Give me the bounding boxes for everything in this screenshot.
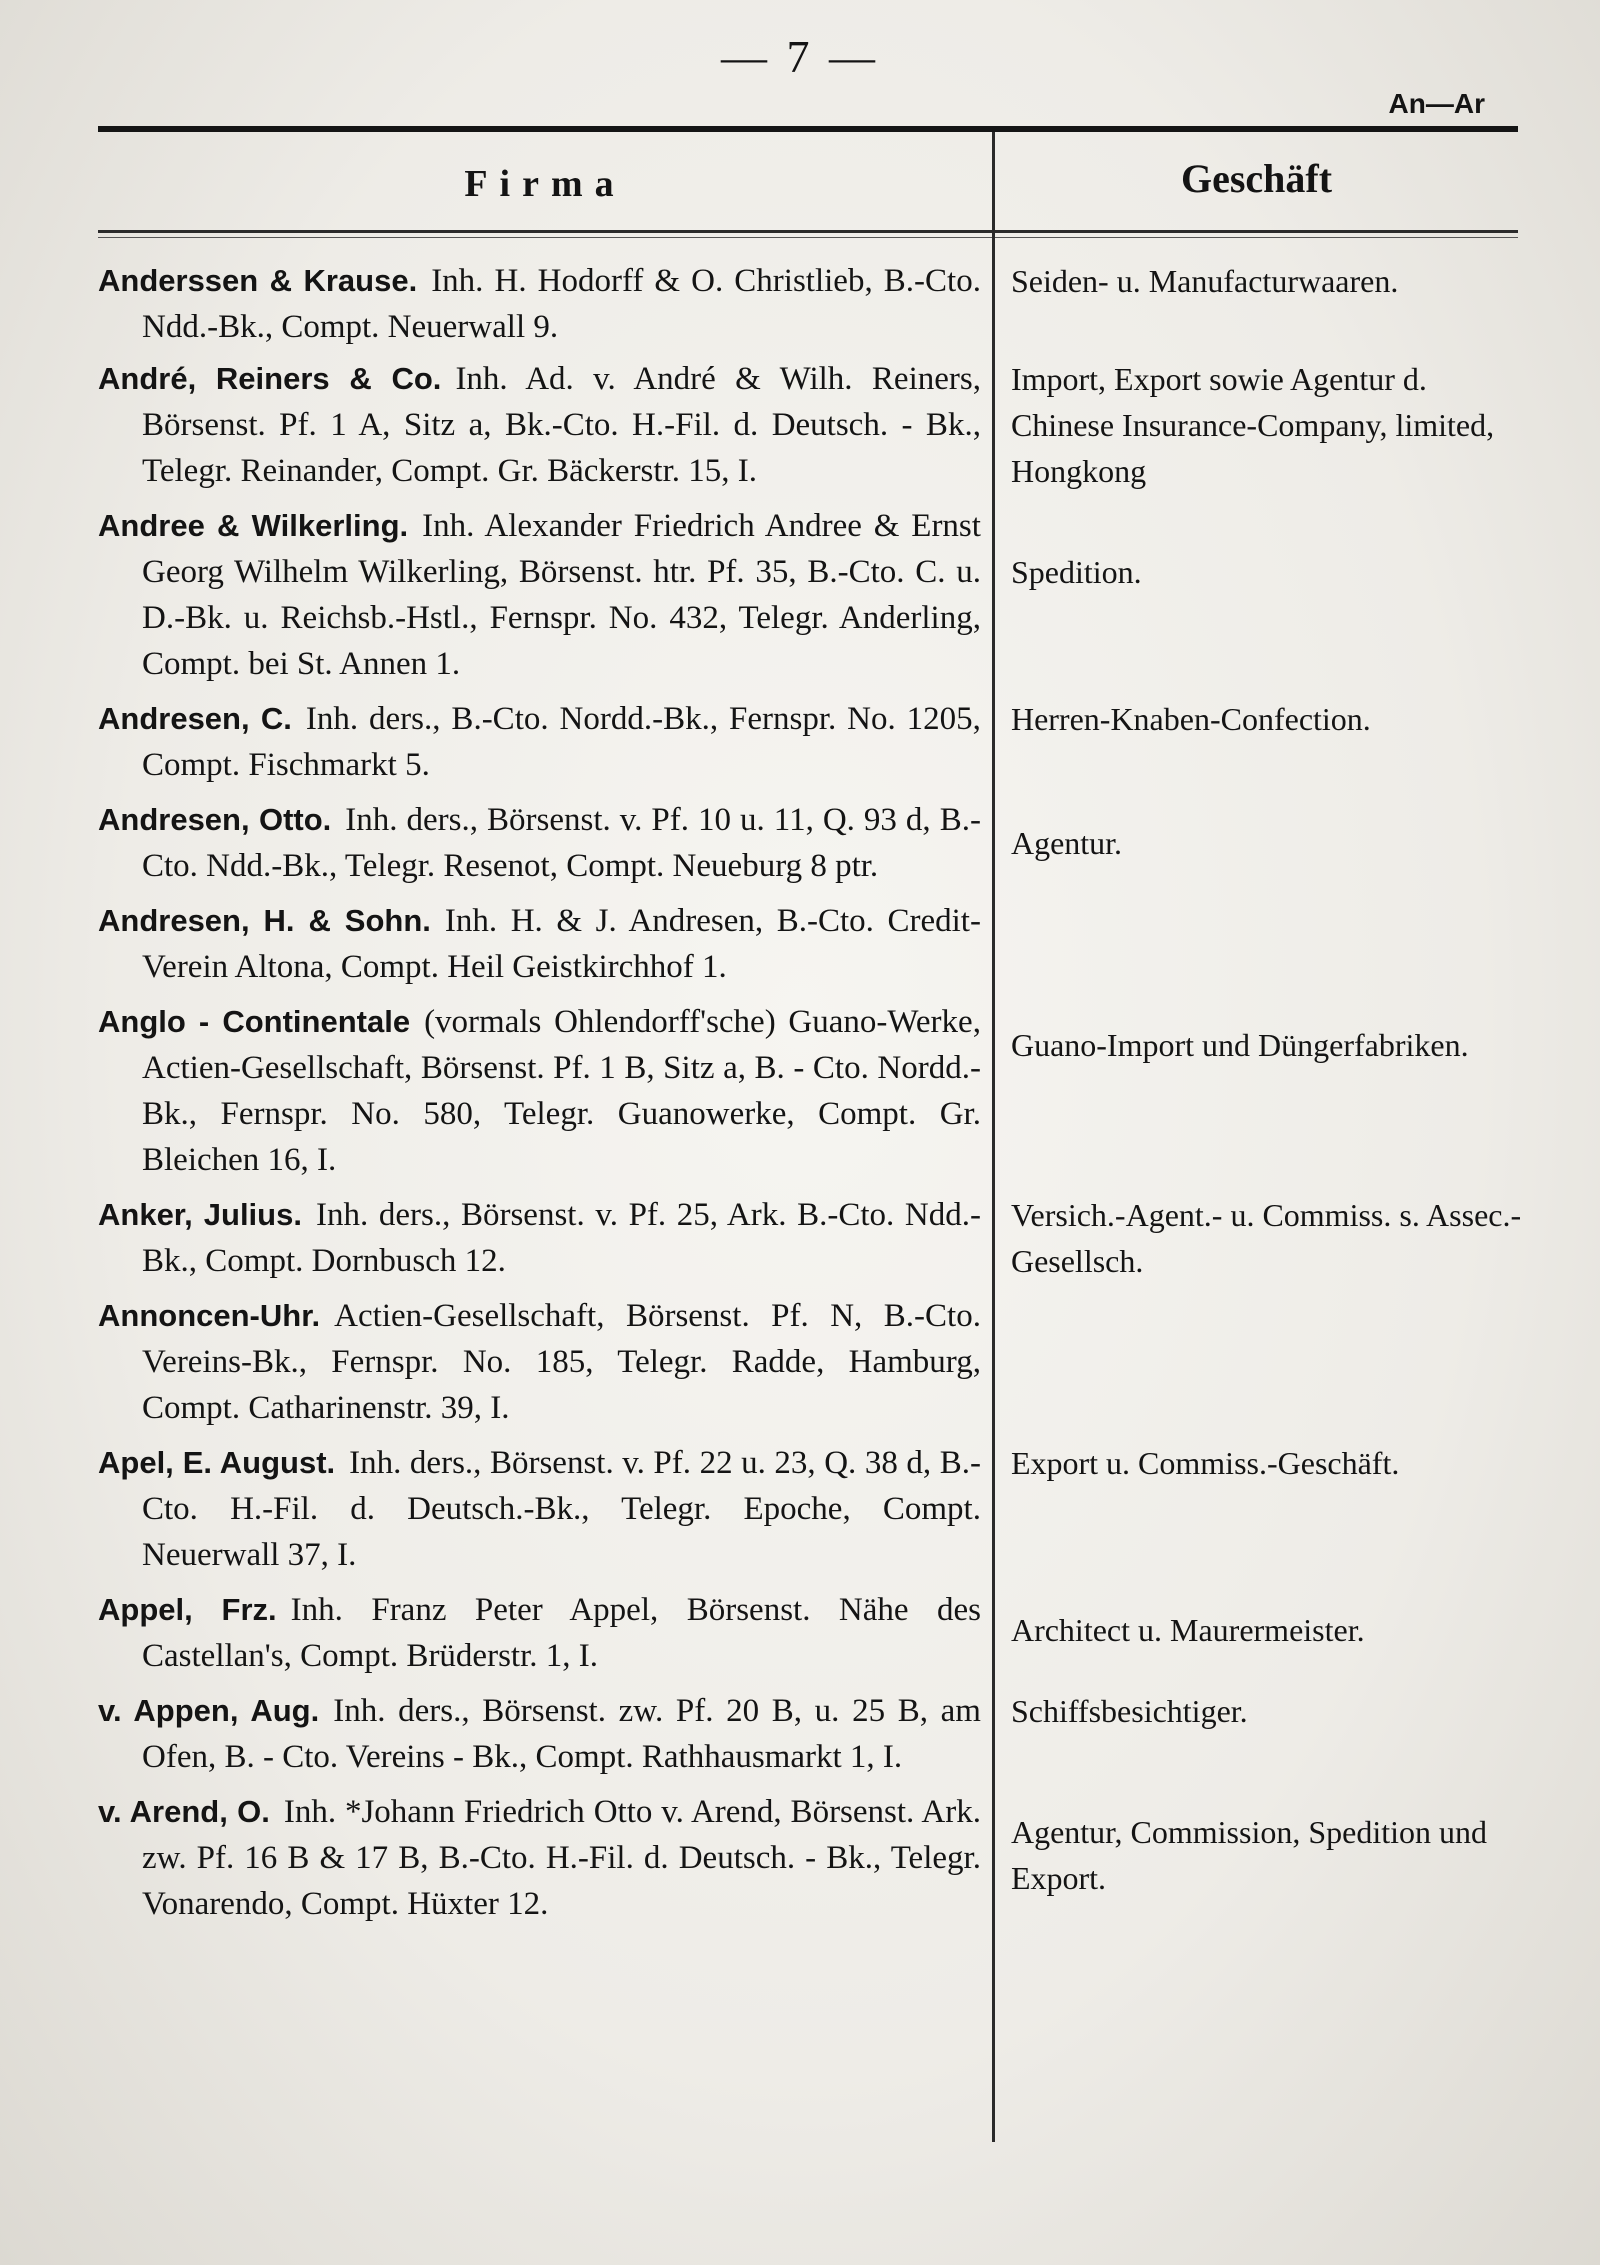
firma-cell (98, 503, 981, 687)
firm-name: Andresen, H. & Sohn. (98, 903, 431, 938)
business-cell: Import, Export sowie Agentur d. Chinese Insurance-Company, limited, Hongkong (1010, 361, 1495, 489)
business-cell (1011, 1293, 1528, 1431)
firm-details: Inh. H. Hodorff & O. Christlieb, B.-Cto. Ndd.-Bk., Compt. Neuerwall 9. (142, 263, 981, 345)
business-cell: Agentur. (1010, 825, 1123, 861)
list-item (98, 1789, 1528, 1927)
firm-name: Anderssen & Krause. (98, 263, 418, 298)
business-cell (1011, 898, 1528, 990)
list-item (98, 797, 1528, 889)
firma-cell (98, 258, 981, 350)
firm-details: Inh. Ad. v. André & Wilh. Reiners, Börsenst. Pf. 1 A, Sitz a, Bk.-Cto. H.-Fil. d. Deutsch. - Bk., Telegr. Reinander, Compt. Gr. Bäckerstr. 15, I. (142, 361, 981, 489)
list-item (98, 999, 1528, 1183)
firma-cell (98, 1587, 981, 1679)
firm-name: Andresen, Otto. (98, 802, 332, 837)
page-number: — 7 — (721, 31, 879, 82)
firma-cell (98, 1440, 981, 1578)
firm-name: Appel, Frz. (98, 1592, 277, 1627)
firm-details: Inh. ders., Börsenst. v. Pf. 25, Ark. B.-Cto. Ndd.-Bk., Compt. Dornbusch 12. (142, 1197, 981, 1279)
firm-name: André, Reiners & Co. (98, 361, 442, 396)
business-cell: Spedition. (1010, 554, 1142, 590)
firma-cell (98, 797, 981, 889)
business-cell: Export u. Commiss.-Geschäft. (1010, 1445, 1400, 1481)
firm-name: Andresen, C. (98, 701, 292, 736)
firm-details: (vormals Ohlendorff'sche) Guano-Werke, Actien-Gesellschaft, Börsenst. Pf. 1 B, Sitz a, B. - Cto. Nordd.-Bk., Fernspr. No. 580, Telegr. Guanowerke, Compt. Gr. Bleichen 16, I. (142, 1004, 981, 1178)
firm-details: Inh. *Johann Friedrich Otto v. Arend, Börsenst. Ark. zw. Pf. 16 B & 17 B, B.-Cto. H.-Fil. d. Deutsch. - Bk., Telegr. Vonarendo, Compt. Hüxter 12. (142, 1794, 981, 1922)
column-heading-geschaeft: Geschäft (1180, 156, 1333, 201)
list-item (98, 258, 1528, 350)
firm-name: v. Arend, O. (98, 1794, 270, 1829)
firm-details: Inh. Franz Peter Appel, Börsenst. Nähe des Castellan's, Compt. Brüderstr. 1, I. (142, 1592, 981, 1674)
header-rule (98, 230, 1518, 233)
list-item (98, 1440, 1528, 1578)
firm-name: Anker, Julius. (98, 1197, 302, 1232)
firma-cell (98, 696, 981, 788)
list-item (98, 356, 1528, 494)
firm-details: Actien-Gesellschaft, Börsenst. Pf. N, B.-Cto. Vereins-Bk., Fernspr. No. 185, Telegr. Radde, Hamburg, Compt. Catharinenstr. 39, I. (142, 1298, 981, 1426)
business-cell: Guano-Import und Düngerfabriken. (1010, 1027, 1469, 1063)
firm-details: Inh. H. & J. Andresen, B.-Cto. Credit-Verein Altona, Compt. Heil Geistkirchhof 1. (142, 903, 981, 985)
firma-cell (98, 1192, 981, 1284)
firm-details: Inh. ders., Börsenst. v. Pf. 10 u. 11, Q. 93 d, B.-Cto. Ndd.-Bk., Telegr. Resenot, Compt. Neueburg 8 ptr. (142, 802, 981, 884)
firm-name: v. Appen, Aug. (98, 1693, 320, 1728)
firma-cell (98, 1789, 981, 1927)
firm-details: Inh. Alexander Friedrich Andree & Ernst Georg Wilhelm Wilkerling, Börsenst. htr. Pf. 35, B.-Cto. C. u. D.-Bk. u. Reichsb.-Hstl., Fernspr. No. 432, Telegr. Anderling, Compt. bei St. Annen 1. (142, 508, 981, 682)
firma-cell (98, 898, 981, 990)
business-cell: Herren-Knaben-Confection. (1010, 701, 1371, 737)
business-cell: Agentur, Commission, Spedition und Export. (1010, 1814, 1488, 1896)
column-heading-firma: Firma (464, 163, 626, 205)
business-cell: Schiffsbesichtiger. (1010, 1693, 1248, 1729)
list-item (98, 1293, 1528, 1431)
top-rule (98, 126, 1518, 132)
list-item (98, 1192, 1528, 1284)
header-rule-thin (98, 237, 1518, 238)
firma-cell (98, 356, 981, 494)
business-cell: Seiden- u. Manufacturwaaren. (1010, 263, 1399, 299)
page-range-heading: An—Ar (1388, 88, 1485, 119)
firma-cell (98, 999, 981, 1183)
firm-details: Inh. ders., Börsenst. v. Pf. 22 u. 23, Q. 38 d, B.-Cto. H.-Fil. d. Deutsch.-Bk., Telegr. Epoche, Compt. Neuerwall 37, I. (142, 1445, 981, 1573)
list-item (98, 503, 1528, 687)
firma-cell (98, 1293, 981, 1431)
firm-details: Inh. ders., Börsenst. zw. Pf. 20 B, u. 25 B, am Ofen, B. - Cto. Vereins - Bk., Compt. Rathhausmarkt 1, I. (142, 1693, 981, 1775)
list-item (98, 898, 1528, 990)
business-cell: Versich.-Agent.- u. Commiss. s. Assec.-Gesellsch. (1010, 1197, 1522, 1279)
entry-list (98, 258, 1528, 1936)
business-cell: Architect u. Maurermeister. (1010, 1612, 1365, 1648)
firm-name: Apel, E. August. (98, 1445, 336, 1480)
firm-name: Andree & Wilkerling. (98, 508, 409, 543)
firm-details: Inh. ders., B.-Cto. Nordd.-Bk., Fernspr. No. 1205, Compt. Fischmarkt 5. (142, 701, 981, 783)
firm-name: Anglo - Continentale (98, 1004, 411, 1039)
firm-name: Annoncen-Uhr. (98, 1298, 321, 1333)
list-item (98, 1587, 1528, 1679)
list-item (98, 1688, 1528, 1780)
list-item (98, 696, 1528, 788)
firma-cell (98, 1688, 981, 1780)
